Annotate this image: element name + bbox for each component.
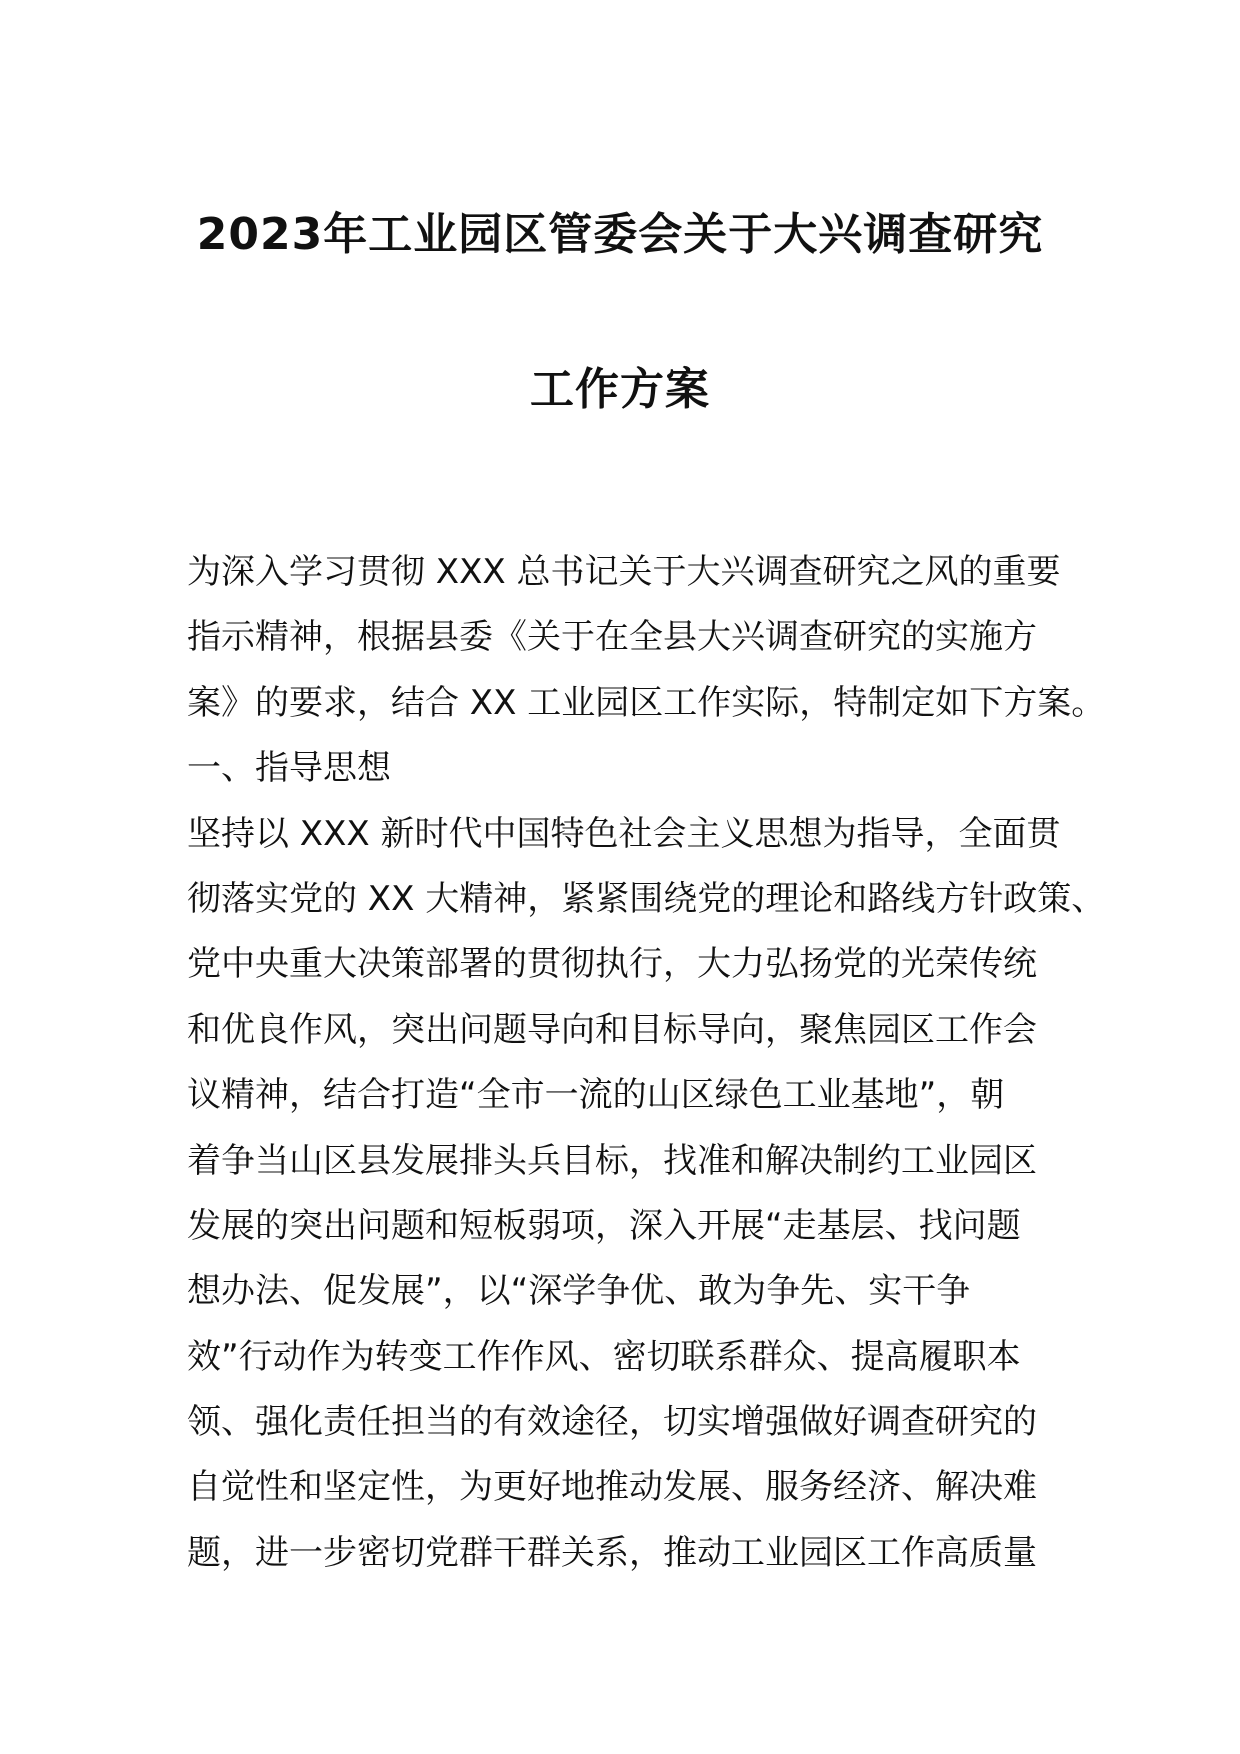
body-line: 为深入学习贯彻 XXX 总书记关于大兴调查研究之风的重要 [187,552,1061,592]
body-line: 发展的突出问题和短板弱项，深入开展“走基层、找问题 [187,1205,1021,1246]
body-line: 彻落实党的 XX 大精神，紧紧围绕党的理论和路线方针政策、 [187,878,1106,919]
document-body [187,540,1106,1586]
body-line: 领、强化责任担当的有效途径，切实增强做好调查研究的 [187,1402,1037,1443]
body-line: 党中央重大决策部署的贯彻执行，大力弘扬党的光荣传统 [187,944,1037,985]
body-line: 着争当山区县发展排头兵目标，找准和解决制约工业园区 [187,1140,1037,1181]
body-line: 案》的要求，结合 XX 工业园区工作实际，特制定如下方案。 [187,682,1106,723]
body-line: 自觉性和坚定性，为更好地推动发展、服务经济、解决难 [187,1467,1037,1508]
body-line: 指示精神，根据县委《关于在全县大兴调查研究的实施方 [187,617,1037,658]
document-title-line-2: 工作方案 [530,364,710,415]
body-line: 坚持以 XXX 新时代中国特色社会主义思想为指导，全面贯 [187,813,1061,854]
document-title-line-1: 2023年工业园区管委会关于大兴调查研究 [196,209,1044,260]
body-line: 和优良作风，突出问题导向和目标导向，聚焦园区工作会 [187,1009,1037,1050]
body-line: 效”行动作为转变工作作风、密切联系群众、提高履职本 [187,1336,1021,1377]
section-heading: 一、指导思想 [187,748,391,789]
body-line: 议精神，结合打造“全市一流的山区绿色工业基地”，朝 [187,1075,1005,1116]
body-line: 题，进一步密切党群干群关系，推动工业园区工作高质量 [187,1532,1037,1573]
body-line: 想办法、促发展”，以“深学争优、敢为争先、实干争 [187,1271,971,1312]
